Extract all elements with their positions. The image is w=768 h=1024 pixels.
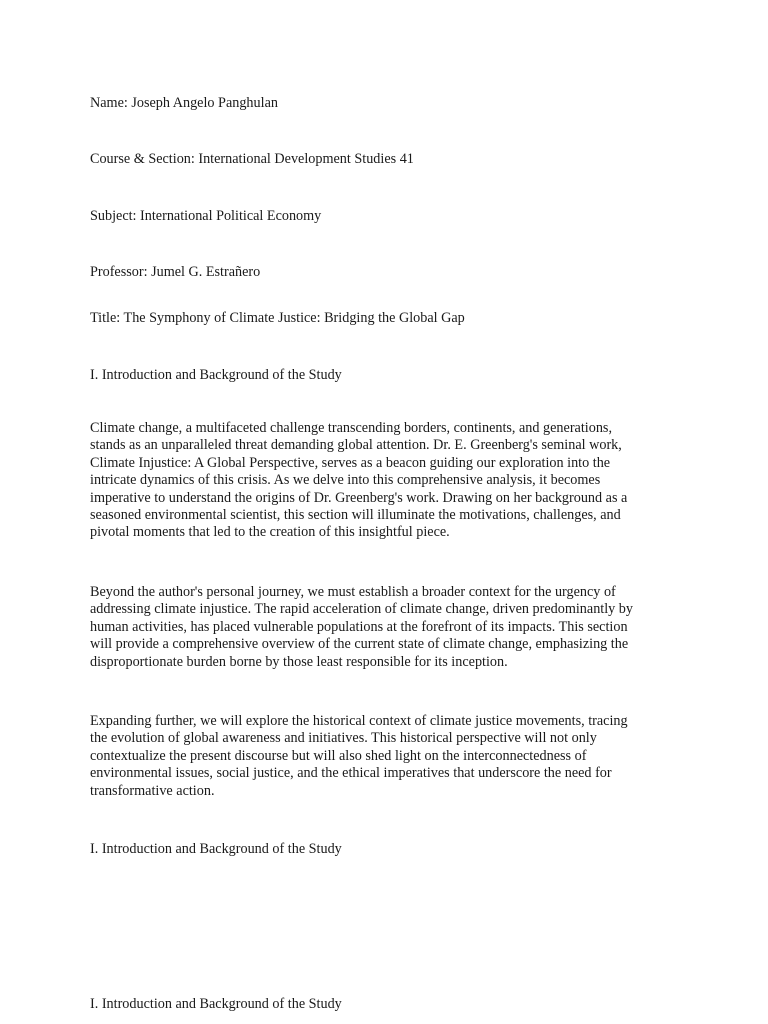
subject: Subject: International Political Economy: [90, 208, 322, 224]
paragraph-intro: [90, 420, 690, 542]
paragraph-line: Expanding further, we will explore the historical context of climate justice movements, tracing: [90, 713, 628, 729]
paragraph-line: disproportionate burden borne by those least responsible for its inception.: [90, 653, 508, 670]
course-section: Course & Section: International Development Studies 41: [90, 151, 414, 167]
student-name: Name: Joseph Angelo Panghulan: [90, 95, 278, 111]
paragraph-line: Beyond the author's personal journey, we must establish a broader context for the urgency of: [90, 584, 616, 600]
paragraph-context: [90, 584, 690, 671]
section-heading: I. Introduction and Background of the Study: [90, 996, 342, 1012]
paragraph-line: transformative action.: [90, 782, 215, 799]
paragraph-line: pivotal moments that led to the creation of this insightful piece.: [90, 524, 450, 541]
paragraph-history: [90, 713, 690, 800]
paragraph-line: addressing climate injustice. The rapid acceleration of climate change, driven predominantly by: [90, 601, 633, 618]
professor: Professor: Jumel G. Estrañero: [90, 264, 261, 280]
paragraph-line: imperative to understand the origins of Dr. Greenberg's work. Drawing on her background as a: [90, 489, 628, 506]
paragraph-line: contextualize the present discourse but will also shed light on the interconnectedness of: [90, 747, 587, 764]
paragraph-line: Climate Injustice: A Global Perspective, serves as a beacon guiding our exploration into the: [90, 454, 611, 471]
paragraph-line: will provide a comprehensive overview of the current state of climate change, emphasizing the: [90, 636, 629, 653]
paragraph-line: intricate dynamics of this crisis. As we delve into this comprehensive analysis, it becomes: [90, 472, 601, 489]
paragraph-line: seasoned environmental scientist, this section will illuminate the motivations, challenges, and: [90, 507, 621, 524]
section-heading: I. Introduction and Background of the Study: [90, 367, 342, 383]
paragraph-line: human activities, has placed vulnerable populations at the forefront of its impacts. This section: [90, 618, 628, 635]
paragraph-line: stands as an unparalleled threat demanding global attention. Dr. E. Greenberg's seminal work,: [90, 437, 622, 454]
section-heading: I. Introduction and Background of the Study: [90, 841, 342, 857]
paragraph-line: Climate change, a multifaceted challenge transcending borders, continents, and generations,: [90, 420, 612, 436]
paragraph-line: the evolution of global awareness and initiatives. This historical perspective will not only: [90, 730, 597, 747]
document-title: Title: The Symphony of Climate Justice: Bridging the Global Gap: [90, 310, 465, 326]
paragraph-line: environmental issues, social justice, and the ethical imperatives that underscore the need for: [90, 765, 612, 782]
